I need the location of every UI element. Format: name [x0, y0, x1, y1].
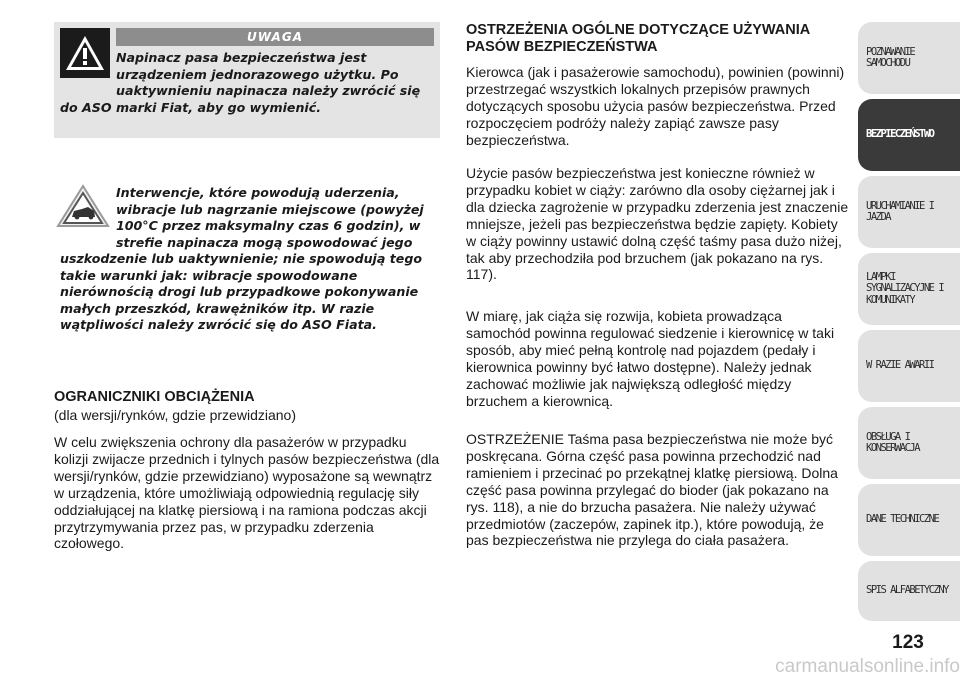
tab-bezpieczenstwo[interactable]: BEZPIECZEŃSTWO — [858, 99, 960, 171]
tab-poznawanie-samochodu[interactable]: POZNAWANIE SAMOCHODU — [858, 22, 960, 94]
page-number: 123 — [892, 632, 924, 653]
warning-header: UWAGA — [116, 28, 434, 46]
paragraph-general-1: Kierowca (jak i pasażerowie samochodu), powinien (powinni) przestrzegać wszystkich lokalnych przepisów prawnych dotyczących sposobu użycia pasów bezpieczeństwa. Przed rozpoczęciem podróży należy zapiąć zawsze pasy bezpieczeństwa. — [466, 64, 845, 148]
paragraph-general-3: W miarę, jak ciąża się rozwija, kobieta prowadząca samochód powinna regulować siedzenie i kierownicę w taki sposób, aby mieć pełną kontrolę nad pojazdem (pedały i kierownica powinny być łatwo dostępne). Należy jednak zachować możliwie jak największą odległość między brzuchem a kierownicą. — [466, 308, 835, 409]
tab-uruchamianie-i-jazda[interactable]: URUCHAMIANIE I JAZDA — [858, 176, 960, 248]
warning-text: Napinacz pasa bezpieczeństwa jest urządzeniem jednorazowego użytku. Po uaktywnieniu napinacza należy zwrócić się do ASO marki Fiat, aby go wymienić. — [60, 50, 421, 115]
section-title-load-limiters: OGRANICZNIKI OBCIĄŻENIA — [54, 389, 255, 405]
tab-w-razie-awarii[interactable]: W RAZIE AWARII — [858, 330, 960, 402]
warning-box — [54, 22, 440, 138]
paragraph-load-limiters: W celu zwiększenia ochrony dla pasażerów w przypadku kolizji zwijacze przednich i tylnych pasów bezpieczeństwa (dla wersji/rynków, gdzie przewidziano) wyposażone są wewnątrz w urządzenia, które umożliwiają odpowiednią regulację siły oddziałującej na klatkę piersiową i na ramiona podczas akcji przytrzymywania przez pas, w przypadku zderzenia czołowego. — [54, 434, 440, 552]
section-title-general-warnings: OSTRZEŻENIA OGÓLNE DOTYCZĄCE UŻYWANIA PASÓW BEZPIECZEŃSTWA — [466, 22, 810, 55]
note-box — [54, 180, 440, 368]
watermark: carmanualsonline.info — [775, 656, 960, 677]
paragraph-general-4: OSTRZEŻENIE Taśma pasa bezpieczeństwa nie może być poskręcana. Górna część pasa powinna przechodzić nad ramieniem i przecinać po przekątnej klatkę piersiową. Dolna część pasa powinna przylegać do bioder (jak pokazano na rys. 118), a nie do brzucha pasażera. Nie należy używać przedmiotów (zaczepów, zapinek itp.), które powodują, że pas bezpieczeństwa nie przylega do ciała pasażera. — [466, 431, 838, 549]
paragraph-general-2: Użycie pasów bezpieczeństwa jest konieczne również w przypadku kobiet w ciąży: zarówno dla osoby ciężarnej jak i dla dziecka zagrożenie w przypadku zderzenia jest znaczenie mniejsze, jeżeli pas bezpieczeństwa będzie zapięty. Kobiety w ciąży powinny ustawić dolną część taśmy pasa dużo niżej, tak aby przechodziła pod brzuchem (jak pokazano na rys. 117). — [466, 165, 849, 283]
tab-lampki-sygnalizacyjne[interactable]: LAMPKI SYGNALIZACYJNE I KOMUNIKATY — [858, 253, 960, 325]
tab-dane-techniczne[interactable]: DANE TECHNICZNE — [858, 484, 960, 556]
note-text: Interwencje, które powodują uderzenia, wibracje lub nagrzanie miejscowe (powyżej 100°C przez maksymalny czas 6 godzin), w strefie napinacza mogą spowodować jego uszkodzenie lub uaktywnienie; nie spowodują tego takie warunki jak: wibracje spowodowane nierównością drogi lub przypadkowe pokonywanie małych przeszkód, krawężników itp. W razie wątpliwości należy zwrócić się do ASO Fiata. — [60, 185, 424, 332]
tab-spis-alfabetyczny[interactable]: SPIS ALFABETYCZNY — [858, 561, 960, 621]
tab-obsluga-i-konserwacja[interactable]: OBSŁUGA I KONSERWACJA — [858, 407, 960, 479]
section-subtitle-load-limiters: (dla wersji/rynków, gdzie przewidziano) — [54, 407, 296, 423]
